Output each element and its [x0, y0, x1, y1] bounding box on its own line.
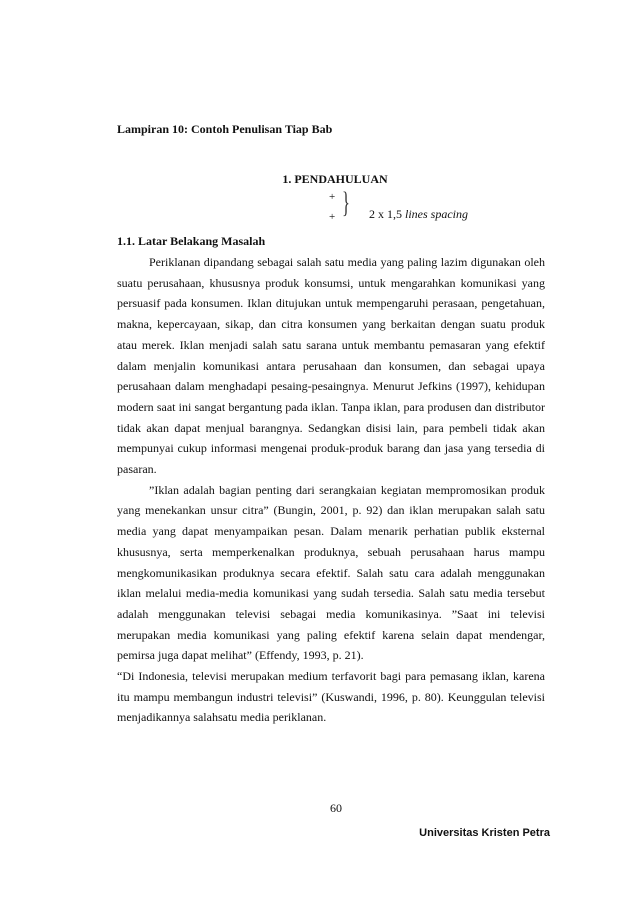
section-title: 1.1. Latar Belakang Masalah: [117, 234, 266, 248]
attachment-title: Lampiran 10: Contoh Penulisan Tiap Bab: [117, 122, 333, 136]
curly-brace-icon: }: [342, 186, 350, 219]
chapter-title: 1. PENDAHULUAN: [282, 172, 388, 186]
page-number: 60: [330, 801, 342, 815]
spacing-plus-2: +: [329, 211, 336, 223]
footer-university: Universitas Kristen Petra: [419, 827, 550, 839]
spacing-note-italic: lines spacing: [405, 207, 468, 221]
body-text: [117, 252, 545, 728]
paragraph: Periklanan dipandang sebagai salah satu media yang paling lazim digunakan oleh suatu perusahaan, khususnya produk konsumsi, untuk mengarahkan komunikasi yang persuasif pada konsumen. Iklan ditujukan untuk mempengaruhi perasaan, pengetahuan, makna, kepercayaan, sikap, dan citra konsumen yang berkaitan dengan suatu produk atau merek. Iklan menjadi salah satu sarana untuk membantu pemasaran yang efektif dalam menjalin komunikasi antara perusahaan dan konsumen, dan sebagai upaya perusahaan dalam menghadapi pesaing-pesaingnya. Menurut Jefkins (1997), kehidupan modern saat ini sangat bergantung pada iklan. Tanpa iklan, para produsen dan distributor tidak akan dapat menjual barangnya. Sedangkan disisi lain, para pembeli tidak akan mempunyai cukup informasi mengenai produk-produk barang dan jasa yang tersedia di pasaran.: [117, 255, 545, 477]
paragraph: “Di Indonesia, televisi merupakan medium terfavorit bagi para pemasang iklan, karena itu mampu membangun industri televisi” (Kuswandi, 1996, p. 80). Keunggulan televisi menjadikannya salahsatu media periklanan.: [117, 669, 545, 725]
spacing-plus-1: +: [329, 191, 336, 203]
spacing-note: [369, 207, 468, 222]
spacing-note-prefix: 2 x 1,5: [369, 207, 405, 221]
paragraph: ”Iklan adalah bagian penting dari serangkaian kegiatan mempromosikan produk yang menekankan unsur citra” (Bungin, 2001, p. 92) dan iklan merupakan salah satu media yang dapat menyampaikan pesan. Dalam menarik perhatian publik eksternal khususnya, serta memperkenalkan produknya, sebuah perusahaan harus mampu mengkomunikasikan produknya secara efektif. Salah satu cara adalah menggunakan iklan melalui media-media komunikasi yang sudah tersedia. Salah satu media tersebut adalah menggunakan televisi sebagai media komunikasinya. ”Saat ini televisi merupakan media komunikasi yang paling efektif karena selain dapat mendengar, pemirsa juga dapat melihat” (Effendy, 1993, p. 21).: [117, 482, 545, 663]
